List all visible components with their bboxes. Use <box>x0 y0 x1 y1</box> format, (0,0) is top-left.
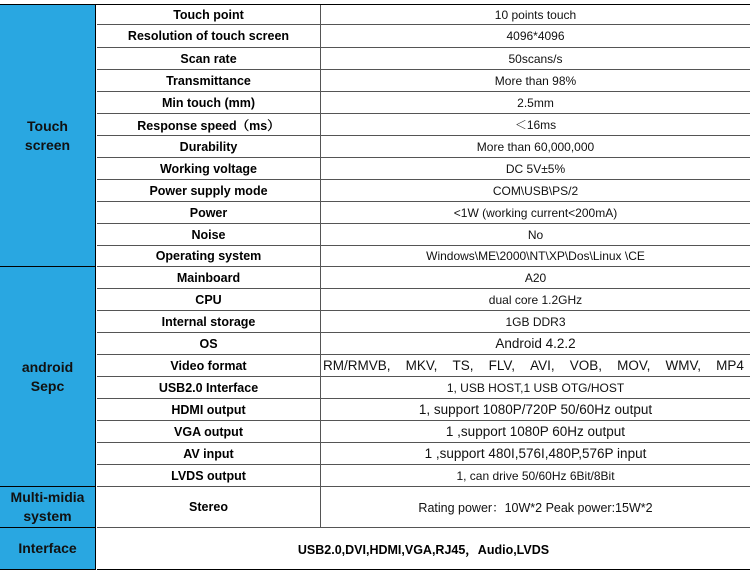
table-row <box>97 92 750 114</box>
row-label: Min touch (mm) <box>97 92 321 113</box>
table-row <box>97 202 750 224</box>
row-value: <1W (working current<200mA) <box>453 205 618 220</box>
table-row <box>97 377 750 399</box>
row-value: dual core 1.2GHz <box>488 292 583 307</box>
row-value: COM\USB\PS/2 <box>492 183 579 198</box>
video-format-item: MP4 <box>716 358 744 373</box>
row-value: More than 60,000,000 <box>476 139 595 154</box>
row-label: Power <box>97 202 321 223</box>
group-android-spec: android Sepc <box>0 267 96 487</box>
row-label: Mainboard <box>97 267 321 288</box>
video-format-item: RM/RMVB, <box>323 358 391 373</box>
row-label: Durability <box>97 136 321 157</box>
row-label: HDMI output <box>97 399 321 420</box>
table-row <box>97 421 750 443</box>
interface-value: USB2.0,DVI,HDMI,VGA,RJ45，Audio,LVDS <box>97 528 750 570</box>
table-row <box>97 114 750 136</box>
row-label: CPU <box>97 289 321 310</box>
row-value: A20 <box>524 270 547 285</box>
row-value: 2.5mm <box>517 95 554 110</box>
row-value: Windows\ME\2000\NT\XP\Dos\Linux \CE <box>426 249 645 263</box>
row-label: LVDS output <box>97 465 321 486</box>
table-row <box>97 355 750 377</box>
table-row <box>97 224 750 246</box>
row-label: Touch point <box>97 5 321 24</box>
row-label: Noise <box>97 224 321 245</box>
row-value: 1, support 1080P/720P 50/60Hz output <box>418 402 653 417</box>
row-value <box>321 355 750 376</box>
row-value: ＜16ms <box>514 118 557 132</box>
row-value: 1GB DDR3 <box>505 314 566 329</box>
row-value: 50scans/s <box>508 51 563 66</box>
row-value: Rating power：10W*2 Peak power:15W*2 <box>418 501 653 515</box>
table-row <box>97 267 750 289</box>
row-value: 1 ,support 1080P 60Hz output <box>445 424 626 439</box>
row-label: OS <box>97 333 321 354</box>
table-row <box>97 25 750 48</box>
row-value: 1, can drive 50/60Hz 6Bit/8Bit <box>456 468 615 483</box>
table-row <box>97 399 750 421</box>
row-label: Scan rate <box>97 48 321 69</box>
row-value: More than 98% <box>494 73 577 88</box>
table-row <box>97 5 750 25</box>
row-label: Video format <box>97 355 321 376</box>
row-value: 10 points touch <box>494 7 577 22</box>
table-row <box>97 311 750 333</box>
video-format-item: MOV, <box>617 358 651 373</box>
row-label: Operating system <box>97 246 321 266</box>
video-format-item: TS, <box>452 358 474 373</box>
row-value: 1, USB HOST,1 USB OTG/HOST <box>446 380 625 395</box>
row-label: VGA output <box>97 421 321 442</box>
group-multimedia-system: Multi-midia system <box>0 487 96 528</box>
group-interface: Interface <box>0 528 96 570</box>
video-format-item: AVI, <box>530 358 555 373</box>
video-format-item: WMV, <box>665 358 702 373</box>
table-row <box>97 136 750 158</box>
row-label: Power supply mode <box>97 180 321 201</box>
row-label: Working voltage <box>97 158 321 179</box>
table-row <box>97 443 750 465</box>
row-value: No <box>527 227 544 242</box>
table-row <box>97 70 750 92</box>
table-row <box>97 48 750 70</box>
table-row <box>97 487 750 528</box>
table-row <box>97 180 750 202</box>
video-format-item: FLV, <box>488 358 515 373</box>
video-format-item: MKV, <box>405 358 438 373</box>
row-label: USB2.0 Interface <box>97 377 321 398</box>
row-label: Internal storage <box>97 311 321 332</box>
table-row <box>97 465 750 487</box>
row-label: Response speed（ms） <box>97 114 321 135</box>
row-label: Resolution of touch screen <box>97 25 321 47</box>
table-row <box>97 333 750 355</box>
row-value: DC 5V±5% <box>505 161 566 176</box>
row-label: Stereo <box>97 487 321 527</box>
table-row <box>97 158 750 180</box>
row-value: 4096*4096 <box>506 29 565 43</box>
table-row <box>97 289 750 311</box>
row-label: AV input <box>97 443 321 464</box>
group-touch-screen: Touch screen <box>0 5 96 267</box>
row-value: 1 ,support 480I,576I,480P,576P input <box>424 446 647 461</box>
table-row <box>97 246 750 267</box>
row-label: Transmittance <box>97 70 321 91</box>
row-value: Android 4.2.2 <box>495 336 576 351</box>
video-format-item: VOB, <box>569 358 602 373</box>
